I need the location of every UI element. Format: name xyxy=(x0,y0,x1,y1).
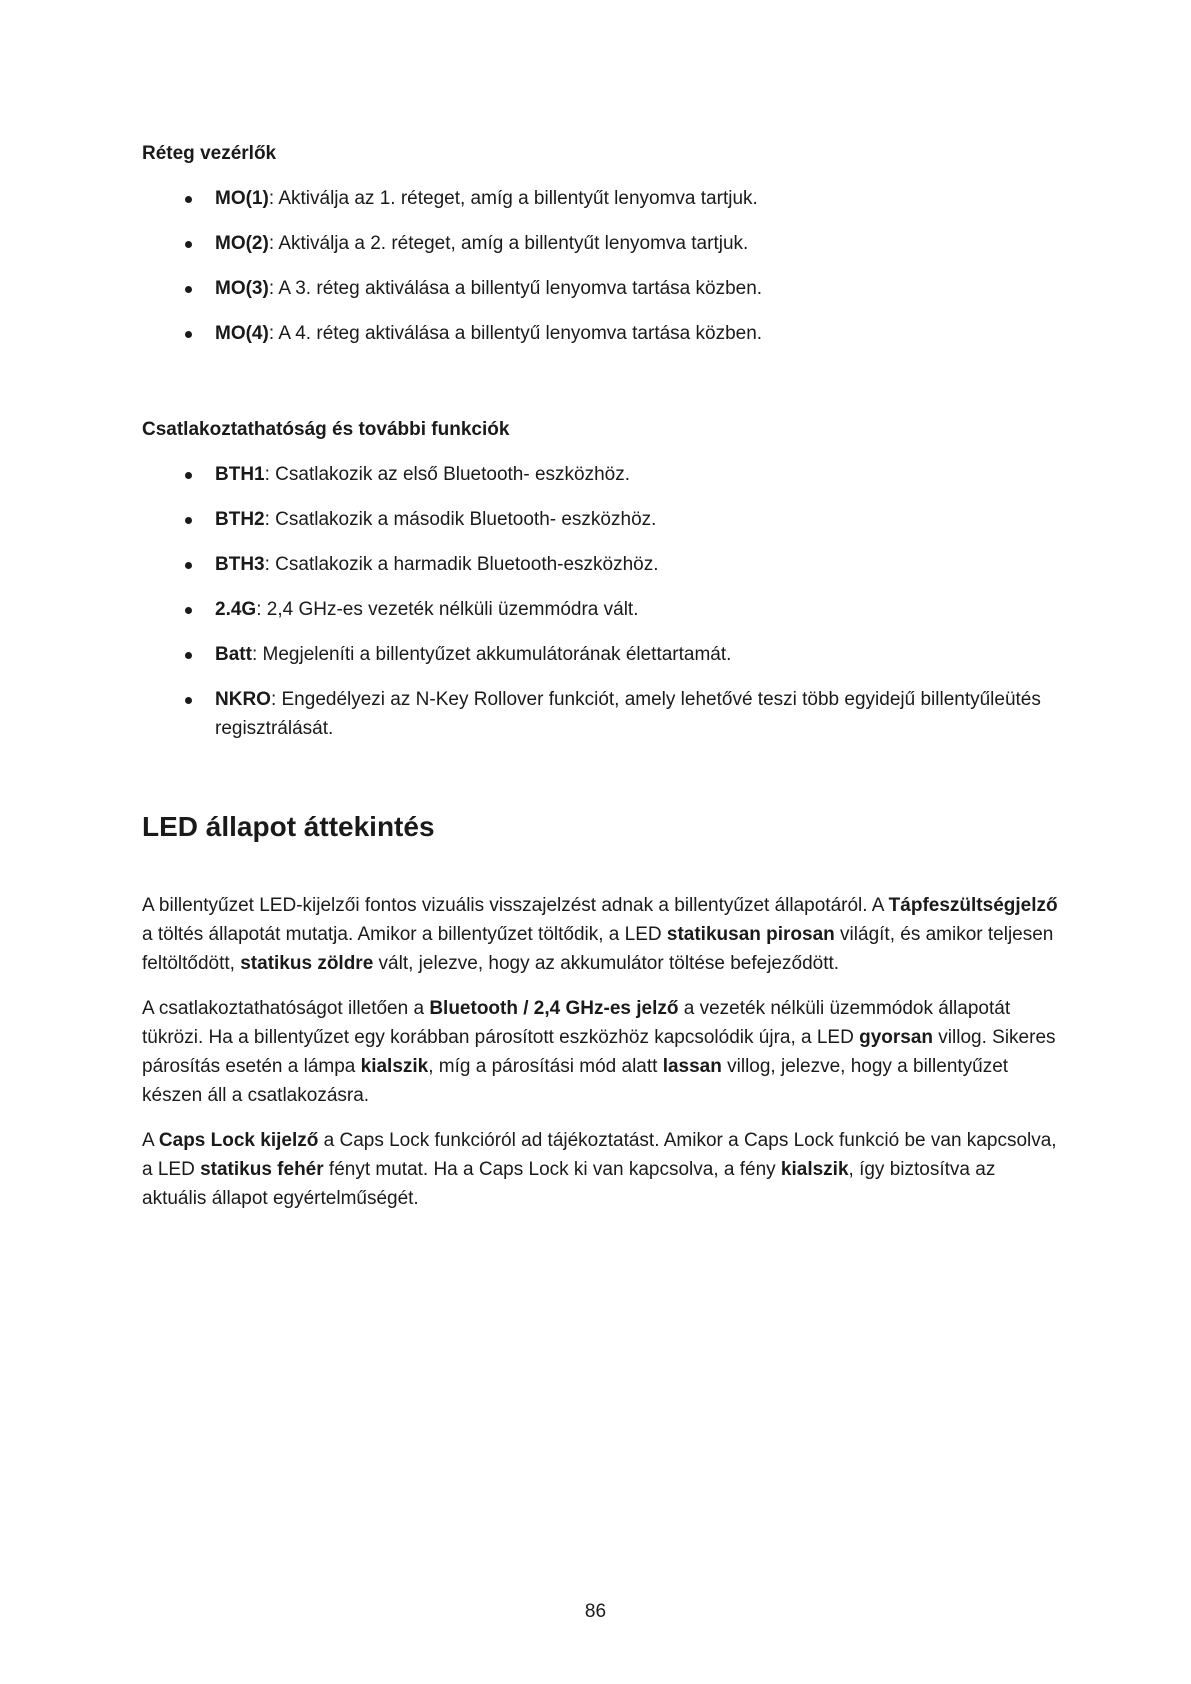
bullet-icon xyxy=(185,697,192,704)
item-key: BTH2 xyxy=(215,509,265,530)
item-text: : Aktiválja az 1. réteget, amíg a billentyűt lenyomva tartjuk. xyxy=(268,188,758,209)
item-text: : Csatlakozik a második Bluetooth- eszközhöz. xyxy=(264,509,657,530)
list-item xyxy=(142,640,1062,669)
item-text: : A 4. réteg aktiválása a billentyű lenyomva tartása közben. xyxy=(268,323,763,344)
connectivity-heading: Csatlakoztathatóság és további funkciók xyxy=(142,419,510,440)
bullet-icon xyxy=(185,331,192,338)
item-text: : 2,4 GHz-es vezeték nélküli üzemmódra vált. xyxy=(256,599,639,620)
list-item xyxy=(142,595,1062,624)
item-text: : Aktiválja a 2. réteget, amíg a billentyűt lenyomva tartjuk. xyxy=(268,233,749,254)
list-item xyxy=(142,460,1062,489)
bullet-icon xyxy=(185,241,192,248)
item-text: : Csatlakozik az első Bluetooth- eszközhöz. xyxy=(264,464,631,485)
item-text: : Engedélyezi az N-Key Rollover funkciót, amely lehetővé teszi több egyidejű billentyűleütés regisztrálását. xyxy=(215,689,1041,739)
page-number: 86 xyxy=(584,1601,607,1622)
item-key: BTH1 xyxy=(215,464,265,485)
item-text: : Csatlakozik a harmadik Bluetooth-eszközhöz. xyxy=(264,554,659,575)
list-item xyxy=(142,229,1062,258)
layer-controls-heading: Réteg vezérlők xyxy=(142,143,277,164)
page-content xyxy=(142,140,1062,1229)
list-item xyxy=(142,550,1062,579)
item-key: MO(1) xyxy=(215,188,269,209)
item-key: MO(2) xyxy=(215,233,269,254)
bullet-icon xyxy=(185,562,192,569)
led-section-title: LED állapot áttekintés xyxy=(142,811,435,842)
item-key: NKRO xyxy=(215,689,271,710)
bullet-icon xyxy=(185,286,192,293)
item-text: : Megjeleníti a billentyűzet akkumulátorának élettartamát. xyxy=(251,644,732,665)
item-key: 2.4G xyxy=(215,599,257,620)
item-key: Batt xyxy=(215,644,252,665)
connectivity-list xyxy=(142,460,1062,743)
item-key: MO(4) xyxy=(215,323,269,344)
list-item xyxy=(142,274,1062,303)
layer-controls-list xyxy=(142,184,1062,348)
led-paragraph-power: A billentyűzet LED-kijelzői fontos vizuális visszajelzést adnak a billentyűzet állapotáról. A Tápfeszültségjelző a töltés állapotát mutatja. Amikor a billentyűzet töltődik, a LED statikusan pirosan világít, és amikor teljesen feltöltődött, statikus zöldre vált, jelezve, hogy az akkumulátor töltése befejeződött. xyxy=(142,895,1058,974)
list-item xyxy=(142,184,1062,213)
list-item xyxy=(142,685,1062,743)
bullet-icon xyxy=(185,607,192,614)
bullet-icon xyxy=(185,652,192,659)
list-item xyxy=(142,319,1062,348)
list-item xyxy=(142,505,1062,534)
bullet-icon xyxy=(185,517,192,524)
bullet-icon xyxy=(185,196,192,203)
item-key: BTH3 xyxy=(215,554,265,575)
item-key: MO(3) xyxy=(215,278,269,299)
led-paragraph-capslock: A Caps Lock kijelző a Caps Lock funkcióról ad tájékoztatást. Amikor a Caps Lock funkció be van kapcsolva, a LED statikus fehér fényt mutat. Ha a Caps Lock ki van kapcsolva, a fény kialszik, így biztosítva az aktuális állapot egyértelműségét. xyxy=(142,1130,1057,1209)
led-paragraph-wireless: A csatlakoztathatóságot illetően a Bluetooth / 2,4 GHz-es jelző a vezeték nélküli üzemmódok állapotát tükrözi. Ha a billentyűzet egy korábban párosított eszközhöz kapcsolódik újra, a LED gyorsan villog. Sikeres párosítás esetén a lámpa kialszik, míg a párosítási mód alatt lassan villog, jelezve, hogy a billentyűzet készen áll a csatlakozásra. xyxy=(142,998,1056,1106)
bullet-icon xyxy=(185,472,192,479)
item-text: : A 3. réteg aktiválása a billentyű lenyomva tartása közben. xyxy=(268,278,763,299)
